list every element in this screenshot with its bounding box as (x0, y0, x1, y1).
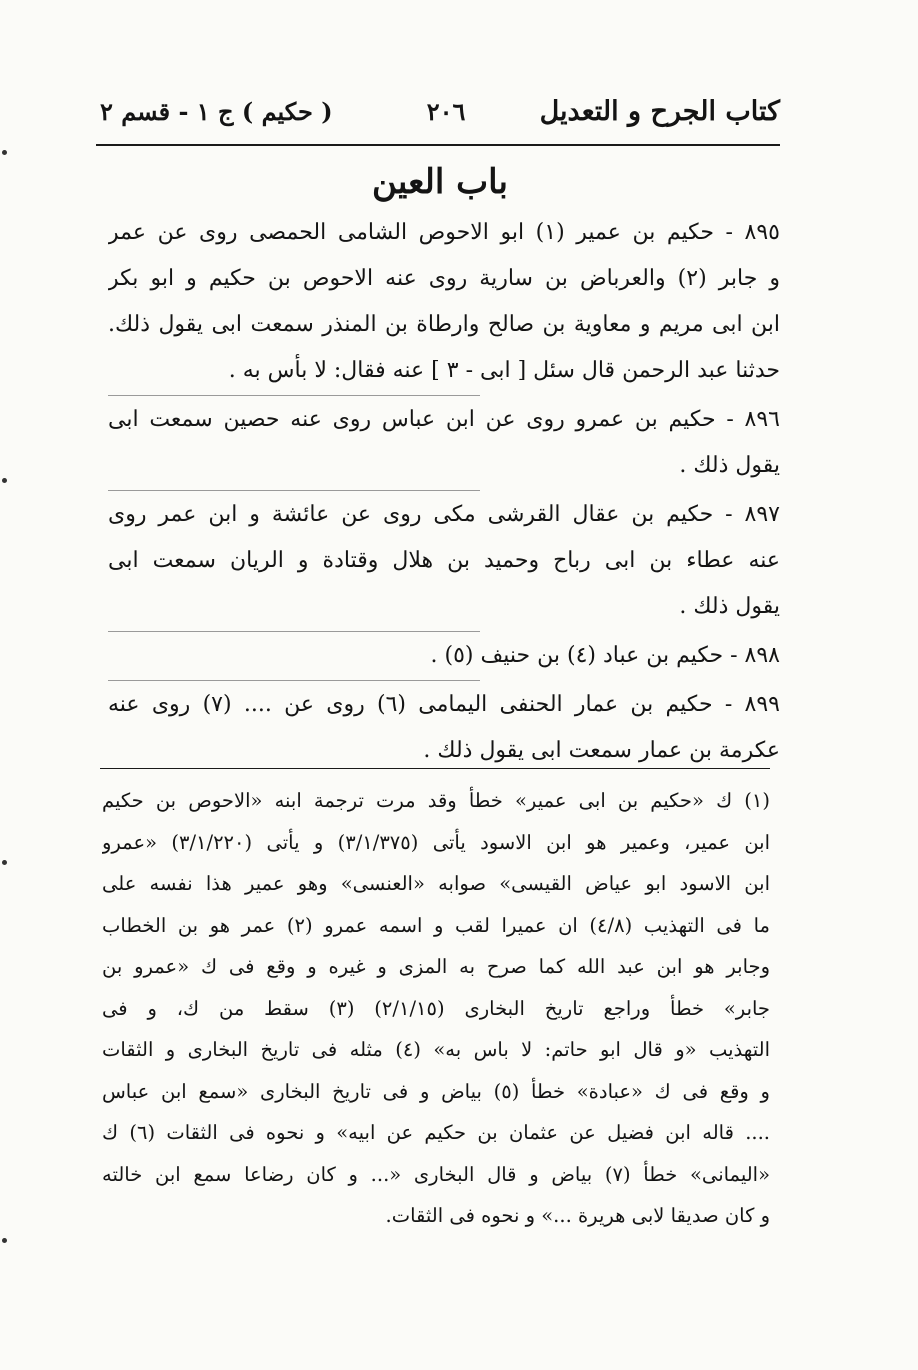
footnote-line: «اليمانى» خطأ (٧) بياض و قال البخارى «... و كان رضاعا سمع ابن خالته (102, 1162, 770, 1186)
margin-speck (2, 860, 7, 865)
footnotes (102, 780, 770, 1237)
footnote-line: جابر» خطأ وراجع تاريخ البخارى (٢/١/١٥) (٣) سقط من ك، و فى (102, 996, 770, 1020)
entry-line: ٨٩٩ - حكيم بن عمار الحنفى اليمامى (٦) روى عن .... (٧) روى عنه (108, 692, 780, 717)
book-page (100, 80, 780, 1310)
entry-line: عنه عطاء بن ابى رباح وحميد بن هلال وقتادة و الريان سمعت ابى (108, 548, 780, 573)
footnote-line: و وقع فى ك «عبادة» خطأ (٥) بياض و فى تاريخ البخارى «سمع ابن عباس (102, 1079, 770, 1103)
footnote-line: وجابر هو ابن عبد الله كما صرح به المزى و غيره و وقع فى ك «عمرو بن (102, 955, 770, 978)
entries (108, 210, 780, 774)
book-title: كتاب الجرح و التعديل (539, 95, 780, 127)
margin-speck (2, 1238, 7, 1243)
entry-divider (108, 490, 480, 491)
entry-divider (108, 680, 480, 681)
chapter-title: باب العين (371, 162, 509, 202)
entry-line: يقول ذلك . (679, 594, 780, 619)
footnote-line: ابن الاسود ابو عياض القيسى» صوابه «العنسى» وهو عمير هذا نفسه على (102, 872, 770, 895)
header-rule (96, 144, 780, 146)
footnote-line: ابن عمير، وعمير هو ابن الاسود يأتى (٣/١/٣٧٥) و يأتى (٣/١/٢٢٠) «عمرو (102, 830, 770, 854)
entry-895 (108, 210, 780, 394)
entry-line: يقول ذلك . (679, 453, 780, 478)
footnote-line: ما فى التهذيب (٤/٨) ان عميرا لقب و اسمه عمرو (٢) عمر هو بن الخطاب (102, 913, 770, 937)
margin-speck (2, 478, 7, 483)
footnote-line: التهذيب «و قال ابو حاتم: لا باس به» (٤) مثله فى تاريخ البخارى و الثقات (102, 1038, 770, 1061)
entry-line: عكرمة بن عمار سمعت ابى يقول ذلك . (423, 738, 780, 763)
footnote-line: .... قاله ابن فضيل عن عثمان بن حكيم عن ابيه» و نحوه فى الثقات (٦) ك (102, 1121, 770, 1144)
footnote-line: (١) ك «حكيم بن ابى عمير» خطأ وقد مرت ترجمة ابنه «الاحوص بن حكيم (102, 789, 770, 812)
entry-line: ٨٩٨ - حكيم بن عباد (٤) بن حنيف (٥) . (430, 643, 780, 668)
entry-line: ٨٩٧ - حكيم بن عقال القرشى مكى روى عن عائشة و ابن عمر روى (108, 502, 780, 527)
entry-divider (108, 631, 480, 632)
page-number: ٢٠٦ (426, 96, 466, 126)
section-label: ( حكيم ) ج ١ - قسم ٢ (100, 96, 333, 126)
entry-897 (108, 492, 780, 630)
margin-speck (2, 150, 7, 155)
entry-899 (108, 682, 780, 774)
entry-divider (108, 395, 480, 396)
entry-line: حدثنا عبد الرحمن قال سئل [ ابى - ٣ ] عنه فقال: لا بأس به . (228, 358, 780, 383)
entry-line: ابن ابى مريم و معاوية بن صالح وارطاة بن المنذر سمعت ابى يقول ذلك. (108, 312, 780, 337)
entry-line: ٨٩٥ - حكيم بن عمير (١) ابو الاحوص الشامى الحمصى روى عن عمر (108, 220, 780, 245)
footnote-rule (100, 768, 770, 769)
footnote-line: و كان صديقا لابى هريرة ...» و نحوه فى الثقات. (385, 1204, 770, 1227)
entry-896 (108, 397, 780, 489)
running-header (100, 80, 780, 142)
entry-898 (108, 633, 780, 679)
entry-line: ٨٩٦ - حكيم بن عمرو روى عن ابن عباس روى عنه حصين سمعت ابى (108, 407, 780, 432)
entry-line: و جابر (٢) والعرباض بن سارية روى عنه الاحوص بن حكيم و ابو بكر (108, 266, 780, 291)
